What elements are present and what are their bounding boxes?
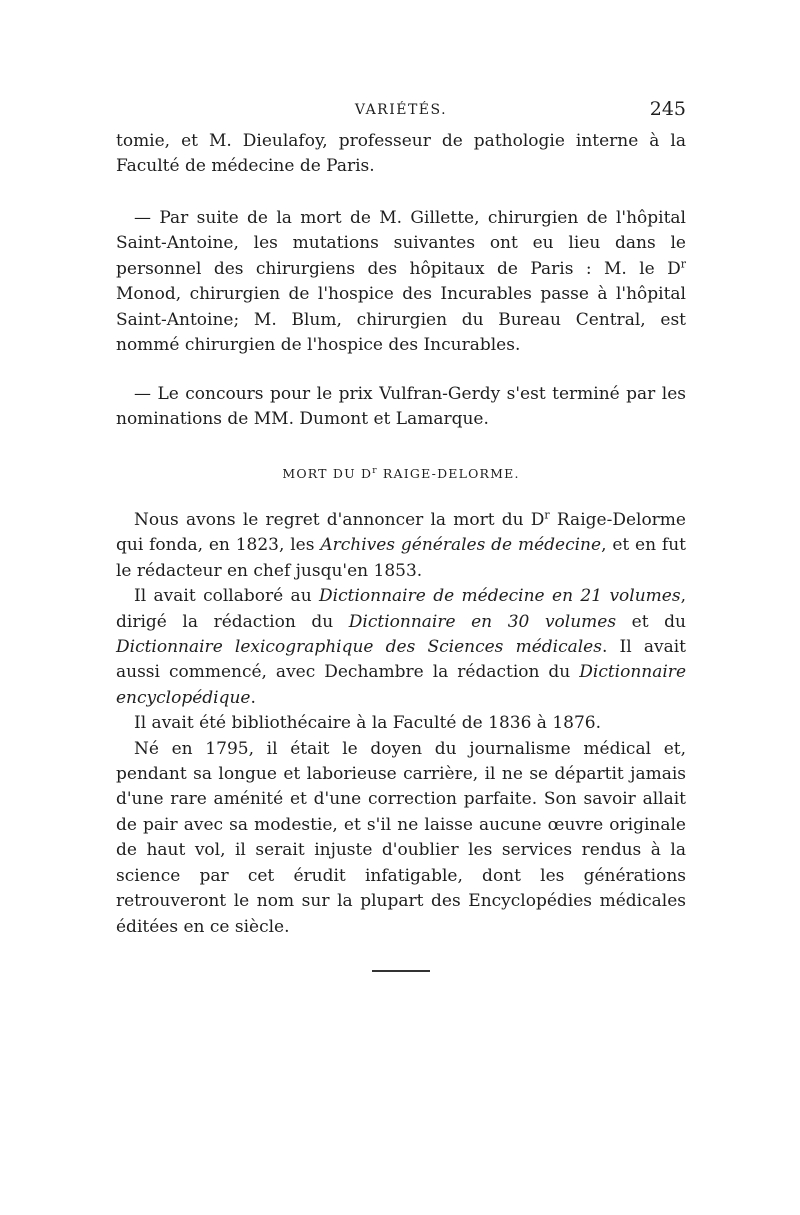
- section-heading-part-b: RAIGE-DELORME.: [377, 466, 520, 481]
- paragraph-1-text: tomie, et M. Dieulafoy, professeur de pathologie interne à la Faculté de médecine de Paris.: [116, 131, 686, 177]
- obituary-p2-work-1: Dictionnaire de médecine en 21 volumes: [319, 586, 681, 607]
- obituary-paragraph-2: [116, 584, 686, 711]
- section-heading-sup: r: [372, 465, 378, 476]
- paragraph-2-text: [116, 206, 686, 358]
- obituary-p2-part-b: , dirigé la rédaction du: [116, 586, 686, 632]
- obituary-paragraph-4: Né en 1795, il était le doyen du journalisme médical et, pendant sa longue et laborieuse carrière, il ne se départit jamais d'une rare aménité et d'une correction parfaite. Son savoir allait de pair avec sa modestie, et s'il ne laisse aucune œuvre originale de haut vol, il serait injuste d'oublier les services rendus à la science par cet érudit infatigable, dont les générations retrouveront le nom sur la plupart des Encyclopédies médicales éditées en ce siècle.: [116, 738, 686, 937]
- paragraph-concours: [116, 382, 686, 433]
- obituary-p2-work-3: Dictionnaire lexicographique des Sciences médicales: [116, 637, 602, 658]
- obituary-p2-part-d: . Il avait aussi commencé, avec Dechambre la rédaction du: [116, 637, 686, 683]
- obituary-p1-sup: r: [544, 508, 550, 522]
- obituary-paragraph-3: Il avait été bibliothécaire à la Faculté de 1836 à 1876.: [134, 713, 602, 734]
- section-heading-part-a: MORT DU D: [282, 466, 373, 481]
- obituary-p2-part-c: et du: [616, 611, 687, 632]
- running-title: VARIÉTÉS.: [354, 102, 448, 118]
- paragraph-continuation: [116, 129, 686, 180]
- paragraph-gillette: [116, 206, 686, 358]
- running-header: [116, 98, 686, 128]
- obituary-p1-journal-title: Archives générales de médecine: [320, 535, 602, 556]
- section-heading: [116, 466, 686, 481]
- obituary-p1-part-c: , et en fut le rédacteur en chef jusqu'en 1853.: [116, 535, 686, 581]
- paragraph-2-part-b: Monod, chirurgien de l'hospice des Incurables passe à l'hôpital Saint-Antoine; M. Blum, chirurgien du Bureau Central, est nommé chirurgien de l'hospice des Incurables.: [116, 284, 686, 356]
- obituary-p1-part-a: Nous avons le regret d'annoncer la mort du D: [134, 510, 545, 530]
- obituary-p1-part-b: Raige-Delorme qui fonda, en 1823, les: [116, 510, 686, 556]
- obituary-p2-part-a: Il avait collaboré au: [134, 586, 320, 607]
- obituary-body: [116, 508, 686, 940]
- page-number: 245: [649, 98, 686, 120]
- end-rule: [372, 970, 430, 972]
- obituary-p2-work-4: Dictionnaire encyclopédique: [116, 662, 686, 708]
- paragraph-3-text: — Le concours pour le prix Vulfran-Gerdy s'est terminé par les nominations de MM. Dumont et Lamarque.: [116, 384, 686, 430]
- paragraph-2-part-a: — Par suite de la mort de M. Gillette, chirurgien de l'hôpital Saint-Antoine, les mutations suivantes ont eu lieu dans le personnel des chirurgiens des hôpitaux de Paris : M. le D: [116, 208, 686, 279]
- obituary-paragraph-1: [116, 508, 686, 584]
- obituary-p2-part-e: .: [250, 687, 256, 708]
- obituary-p2-work-2: Dictionnaire en 30 volumes: [348, 611, 617, 632]
- paragraph-2-sup: r: [680, 257, 686, 271]
